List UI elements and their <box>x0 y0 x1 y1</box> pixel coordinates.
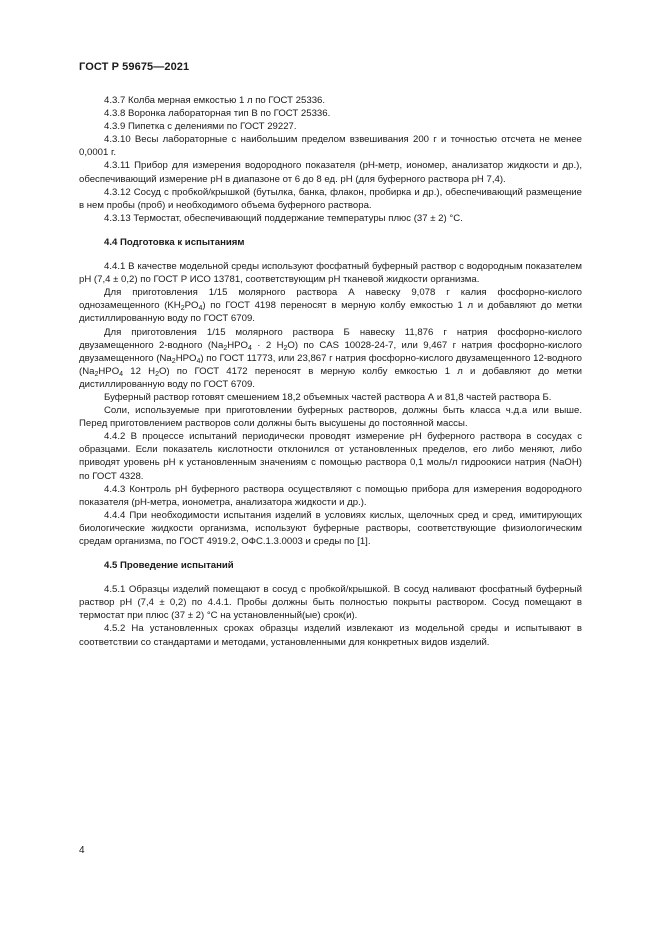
para-solution-b: Для приготовления 1/15 молярного раствора Б навеску 11,876 г натрия фосфорно-кислого двузамещенного 2-водного ($Na_2HPO_4 \cdot 2$ $H_2O$) по CAS 10028-24-7, или 9,467 г натрия фосфорно-кислого двузамещенного $(Na_2HPO_4)$ по ГОСТ 11773, или 23,867 г натрия фосфорно-кислого двузамещенного 12-водного ($Na_2HPO_4$ 12 $H_2O$) по ГОСТ 4172 переносят в мерную колбу емкостью 1 л и добавляют до метки дистиллированную воду по ГОСТ 6709. <box>79 326 583 390</box>
para-4-5-2: 4.5.2 На установленных сроках образцы изделий извлекают из модельной среды и испытывают в соответствии со стандартами и методами, установленными для конкретных видов изделий. <box>79 623 582 648</box>
item-4-3-13: 4.3.13 Термостат, обеспечивающий поддержание температуры плюс (37 ± 2) °С. <box>104 212 463 224</box>
item-4-3-10: 4.3.10 Весы лабораторные с наибольшим пределом взвешивания 200 г и точностью отсчета не менее 0,0001 г. <box>79 134 582 159</box>
para-salts: Соли, используемые при приготовлении буферных растворов, должны быть класса ч.д.а или выше. Перед приготовлением растворов соли должны быть высушены до постоянной массы. <box>79 405 582 430</box>
para-4-5-1: 4.5.1 Образцы изделий помещают в сосуд с пробкой/крышкой. В сосуд наливают фосфатный буферный раствор рН (7,4 ± 0,2) по 4.4.1. Пробы должны быть полностью покрыты раствором. Сосуд помещают в термостат при плюс (37 ± 2) °С на установленный(ые) срок(и). <box>79 584 582 622</box>
para-4-4-3: 4.4.3 Контроль рН буферного раствора осуществляют с помощью прибора для измерения водородного показателя (рН-метра, ионометра, анализатора жидкости и др.). <box>79 483 582 508</box>
item-4-3-11: 4.3.11 Прибор для измерения водородного показателя (рН-метр, иономер, анализатор жидкости и др.), обеспечивающий измерение рН в диапазоне от 6 до 8 ед. рН (для буферного раствора рН 7,4). <box>79 160 582 185</box>
para-4-4-2: 4.4.2 В процессе испытаний периодически проводят измерение рН буферного раствора в сосудах с образцами. Если показатель кислотности отклонился от установленных пределов, его либо меняют, либо приводят уровень рН к установленным значениям с помощью раствора 0,1 моль/л гидроокиси натрия (NaOH) по ГОСТ 4328. <box>79 431 582 482</box>
page-number: 4 <box>79 845 85 856</box>
section-title-4-4: 4.4 Подготовка к испытаниям <box>104 236 245 248</box>
item-4-3-8: 4.3.8 Воронка лабораторная тип В по ГОСТ 25336. <box>104 108 331 120</box>
para-4-4-1: 4.4.1 В качестве модельной среды используют фосфатный буферный раствор с водородным показателем рН (7,4 ± 0,2) по ГОСТ Р ИСО 13781, соответствующим рН тканевой жидкости организма. <box>79 261 582 286</box>
para-buffer-mix: Буферный раствор готовят смешением 18,2 объемных частей раствора А и 81,8 частей раствора Б. <box>104 391 552 403</box>
para-4-4-4: 4.4.4 При необходимости испытания изделий в условиях кислых, щелочных сред и сред, имитирующих биологические жидкости организма, используют буферные растворы, соответствующие физиологическим средам организма, по ГОСТ 4919.2, ОФС.1.3.0003 и среды по [1]. <box>79 509 582 547</box>
item-4-3-9: 4.3.9 Пипетка с делениями по ГОСТ 29227. <box>104 121 297 133</box>
item-4-3-7: 4.3.7 Колба мерная емкостью 1 л по ГОСТ 25336. <box>104 95 326 106</box>
para-solution-a: Для приготовления 1/15 молярного раствора А навеску 9,078 г калия фосфорно-кислого однозамещенного $(KH_2PO_4)$ по ГОСТ 4198 переносят в мерную колбу емкостью 1 л и добавляют до метки дистиллированную воду по ГОСТ 6709. <box>79 287 582 325</box>
document-header: ГОСТ Р 59675—2021 <box>79 61 190 73</box>
section-title-4-5: 4.5 Проведение испытаний <box>104 560 234 572</box>
item-4-3-12: 4.3.12 Сосуд с пробкой/крышкой (бутылка, банка, флакон, пробирка и др.), обеспечивающий размещение в нем пробы (проб) и необходимого объема буферного раствора. <box>79 186 582 211</box>
document-body <box>79 94 582 649</box>
